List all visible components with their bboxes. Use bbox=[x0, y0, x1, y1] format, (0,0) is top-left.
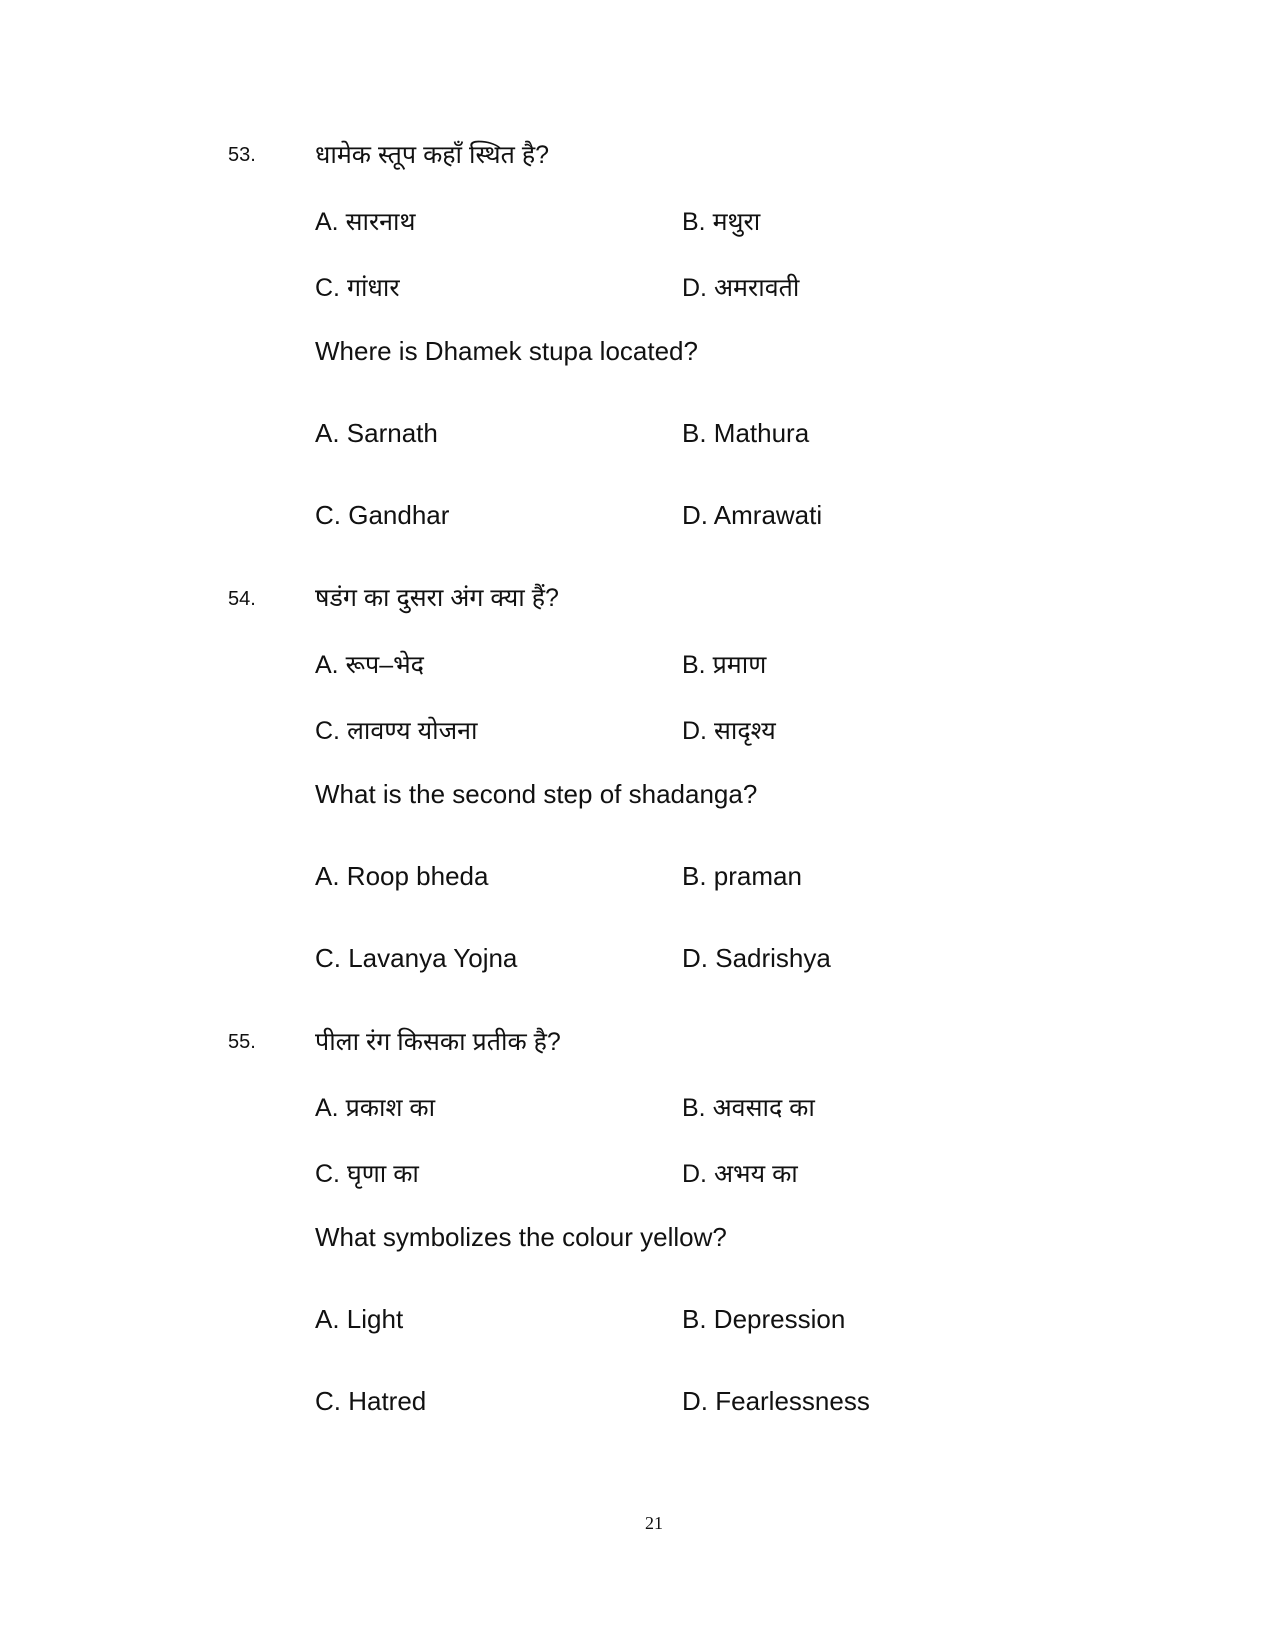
option-b-english: B. Mathura bbox=[682, 418, 810, 448]
question-text-hindi: धामेक स्तूप कहाँ स्थित है? bbox=[315, 141, 550, 169]
option-c-english: C. Hatred bbox=[315, 1386, 427, 1416]
question-text-english: What is the second step of shadanga? bbox=[315, 779, 758, 809]
option-c-hindi: C. घृणा का bbox=[315, 1160, 419, 1188]
option-d-hindi: D. सादृश्य bbox=[682, 717, 776, 745]
option-a-hindi: A. प्रकाश का bbox=[315, 1094, 436, 1122]
option-a-hindi: A. रूप–भेद bbox=[315, 651, 424, 679]
option-b-english: B. Depression bbox=[682, 1304, 846, 1334]
question-number: 55. bbox=[228, 1031, 256, 1053]
option-c-hindi: C. गांधार bbox=[315, 274, 400, 302]
question-number: 53. bbox=[228, 144, 256, 166]
question-number: 54. bbox=[228, 588, 256, 610]
option-b-hindi: B. मथुरा bbox=[682, 208, 761, 236]
option-d-hindi: D. अमरावती bbox=[682, 274, 800, 302]
option-d-english: D. Amrawati bbox=[682, 500, 823, 530]
question-text-english: Where is Dhamek stupa located? bbox=[315, 336, 698, 366]
option-a-hindi: A. सारनाथ bbox=[315, 208, 416, 236]
question-text-english: What symbolizes the colour yellow? bbox=[315, 1222, 727, 1252]
option-b-hindi: B. अवसाद का bbox=[682, 1094, 815, 1122]
option-b-hindi: B. प्रमाण bbox=[682, 651, 767, 679]
option-a-english: A. Sarnath bbox=[315, 418, 438, 448]
page-number: 21 bbox=[645, 1513, 663, 1533]
question-text-hindi: पीला रंग किसका प्रतीक है? bbox=[315, 1028, 561, 1056]
option-b-english: B. praman bbox=[682, 861, 802, 891]
option-d-english: D. Fearlessness bbox=[682, 1386, 870, 1416]
question-text-hindi: षडंग का दुसरा अंग क्या हैं? bbox=[315, 584, 559, 612]
option-d-hindi: D. अभय का bbox=[682, 1160, 798, 1188]
option-a-english: A. Light bbox=[315, 1304, 404, 1334]
option-c-english: C. Gandhar bbox=[315, 500, 450, 530]
option-d-english: D. Sadrishya bbox=[682, 943, 831, 973]
option-a-english: A. Roop bheda bbox=[315, 861, 489, 891]
option-c-english: C. Lavanya Yojna bbox=[315, 943, 518, 973]
option-c-hindi: C. लावण्य योजना bbox=[315, 717, 478, 745]
